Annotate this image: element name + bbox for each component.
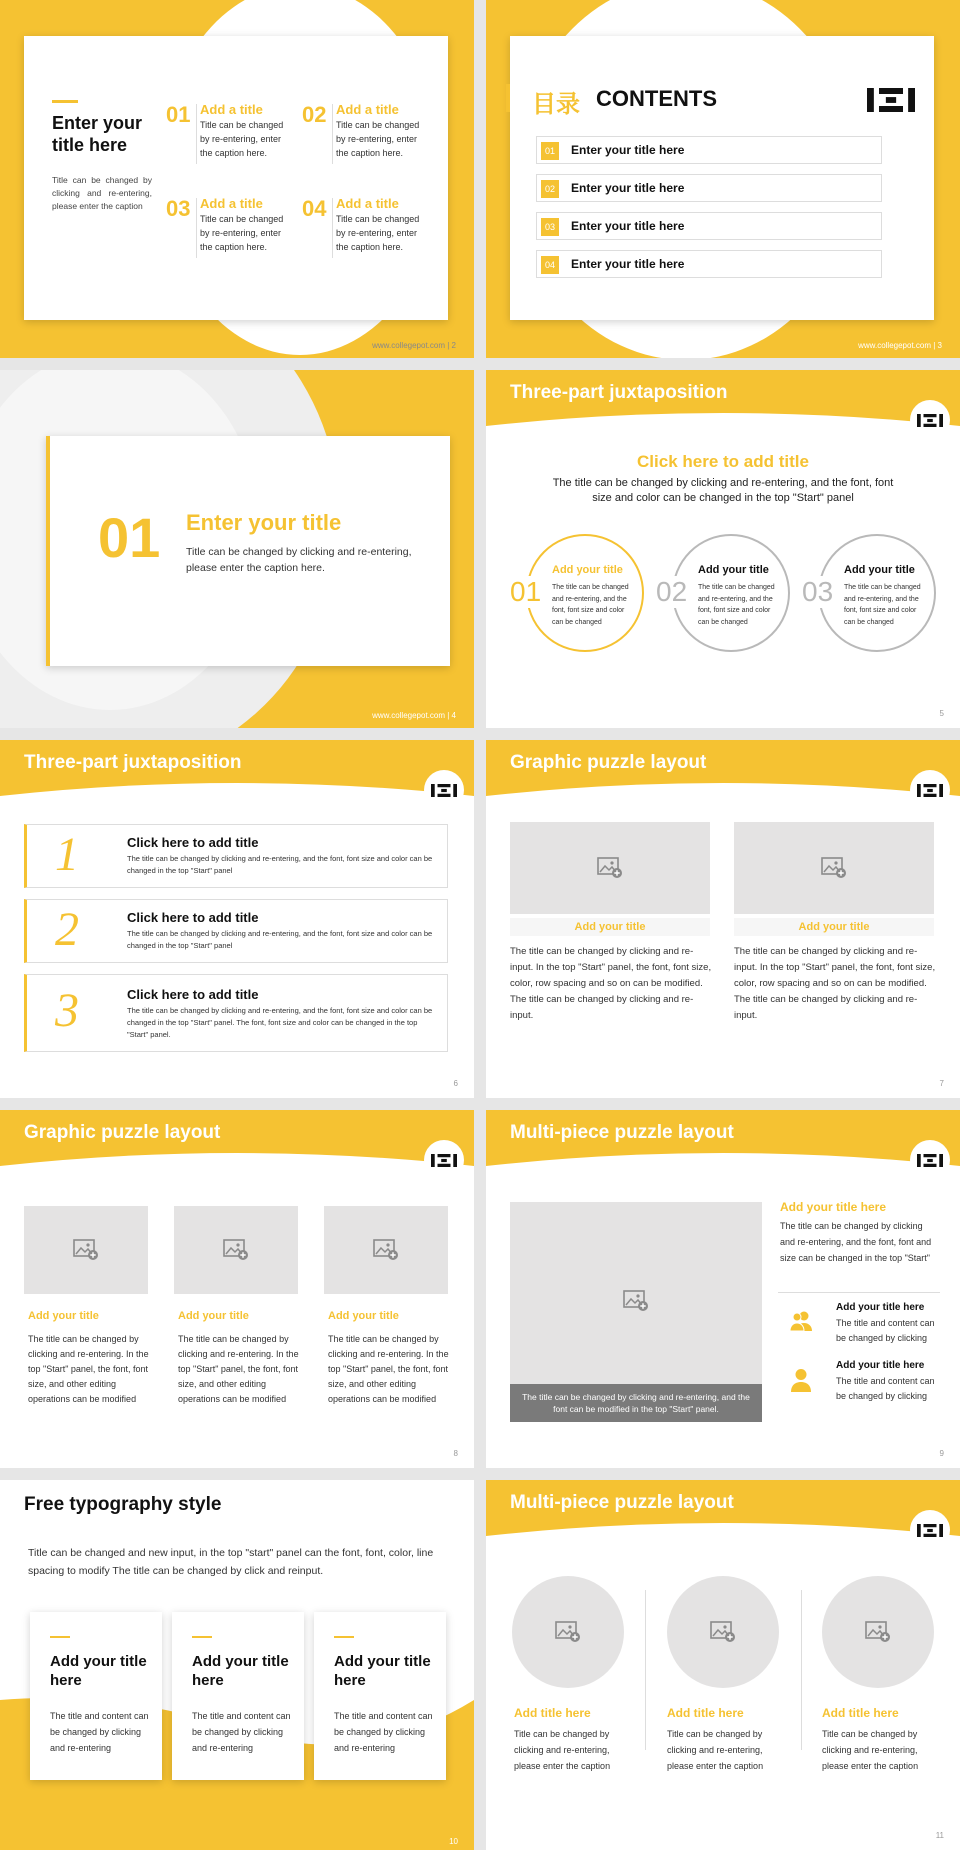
item-title: Click here to add title	[127, 987, 259, 1002]
slide-10[interactable]	[0, 1480, 474, 1850]
item-title: Add your title	[510, 918, 710, 936]
logo-icon	[431, 1154, 457, 1167]
logo-icon	[431, 784, 457, 797]
footer-url: www.collegepot.com | 3	[858, 341, 942, 350]
contents-item[interactable]	[536, 174, 882, 202]
section-title: Enter your title	[186, 510, 342, 535]
contents-item[interactable]	[536, 212, 882, 240]
page-number: 9	[939, 1449, 944, 1458]
image-placeholder[interactable]	[822, 1576, 934, 1688]
item-text: Title can be changed by re-entering, enter the caption here.	[200, 120, 284, 158]
item-title: Add your title here	[836, 1360, 925, 1371]
add-image-icon	[710, 1621, 736, 1643]
slide-subtitle: The title can be changed by clicking and re-entering, and the font, font size and color can be changed in the top "Start" panel	[552, 477, 894, 504]
item-label: Enter your title here	[571, 219, 685, 233]
item-number: 01	[541, 142, 559, 160]
item-label: Enter your title here	[571, 143, 685, 157]
image-placeholder[interactable]	[24, 1206, 148, 1294]
add-image-icon	[373, 1239, 399, 1261]
logo-badge	[910, 1140, 950, 1180]
circle-text: The title can be changed and re-entering, and the font, font size and color can be changed	[844, 584, 921, 626]
item-title: Add title here	[514, 1706, 591, 1720]
card-title: Add your title here	[192, 1653, 289, 1689]
logo-badge	[424, 770, 464, 810]
page-number: 11	[935, 1831, 944, 1840]
header-title: Three-part juxtaposition	[24, 752, 242, 773]
item-text: The title can be changed by clicking and re-entering. In the top "Start" panel, the font, font size, and other editing operations can be modified	[328, 1334, 449, 1404]
item-label: Enter your title here	[571, 257, 685, 271]
image-placeholder[interactable]	[667, 1576, 779, 1688]
image-placeholder[interactable]	[512, 1576, 624, 1688]
item-text: The title can be changed by clicking and re-entering, and the font, font size and color can be changed in the top "Start" panel	[127, 854, 433, 875]
header-title: Three-part juxtaposition	[510, 382, 728, 403]
page-number: 8	[453, 1449, 458, 1458]
card-title: Add your title here	[50, 1653, 147, 1689]
circle-item-03	[802, 534, 938, 654]
circle-title: Add your title	[844, 564, 915, 576]
item-number: 3	[55, 984, 79, 1037]
item-title: Add your title	[28, 1310, 99, 1322]
logo-badge	[910, 1510, 950, 1550]
list-item-3	[24, 974, 448, 1052]
item-text: The title and content can be changed by clicking	[836, 1318, 935, 1343]
add-image-icon	[597, 857, 623, 879]
item-title: Add title here	[667, 1706, 744, 1720]
text-card	[30, 1612, 162, 1780]
logo-icon	[866, 88, 916, 112]
slide-5[interactable]	[486, 370, 960, 728]
logo-badge	[910, 400, 950, 440]
footer-url: www.collegepot.com | 2	[372, 341, 456, 350]
header-title: Multi-piece puzzle layout	[510, 1492, 734, 1513]
circle-text: The title can be changed and re-entering, and the font, font size and color can be changed	[698, 584, 775, 626]
header-title: Graphic puzzle layout	[510, 752, 707, 773]
item-text: The title can be changed by clicking and re-entering, and the font, font size and color can be changed in the top "Start" panel	[127, 929, 433, 950]
card-text: The title and content can be changed by clicking and re-entering	[334, 1711, 433, 1753]
contents-title-cn: 目录	[532, 90, 580, 118]
slide-9[interactable]	[486, 1110, 960, 1468]
slide-caption: Title can be changed by clicking and re-entering, please enter the caption	[52, 175, 152, 211]
page-number: 5	[939, 709, 944, 718]
circle-number: 01	[510, 576, 542, 607]
image-caption: The title can be changed by clicking and re-entering, and the font can be modified in the top "Start" panel.	[510, 1384, 762, 1422]
add-image-icon	[865, 1621, 891, 1643]
circle-number: 03	[802, 576, 834, 607]
page-number: 7	[939, 1079, 944, 1088]
logo-icon	[917, 1524, 943, 1537]
main-title: Add your title here	[780, 1200, 887, 1214]
card-text: The title and content can be changed by clicking and re-entering	[50, 1711, 149, 1753]
users-icon	[788, 1310, 814, 1332]
header-title: Graphic puzzle layout	[24, 1122, 221, 1143]
section-caption: Title can be changed by clicking and re-entering, please enter the caption here.	[186, 546, 412, 574]
item-title: Add a title	[200, 102, 263, 117]
slide-3[interactable]	[486, 0, 960, 358]
slide-title: Click here to add title	[637, 452, 809, 471]
add-image-icon	[623, 1290, 649, 1312]
add-image-icon	[555, 1621, 581, 1643]
slide-intro: Title can be changed and new input, in the top "start" panel can the font, font, color, line spacing to modify The title can be changed by click and reinput.	[28, 1547, 434, 1577]
slide-4[interactable]	[0, 370, 474, 728]
item-text: The title can be changed by clicking and re-entering. In the top "Start" panel, the font, font size, and other editing operations can be modified	[28, 1334, 149, 1404]
user-icon	[790, 1368, 812, 1392]
item-text: The title can be changed by clicking and re-input. In the top "Start" panel, the font, font size, color, row spacing and so on can be modified. The title can be changed by clicking and re-input.	[510, 946, 712, 1021]
main-text: The title can be changed by clicking and re-entering, and the font, font and size can be changed in the top "Start"	[780, 1221, 932, 1263]
item-title: Click here to add title	[127, 910, 259, 925]
item-label: Enter your title here	[571, 181, 685, 195]
slide-7[interactable]	[486, 740, 960, 1098]
card-title: Add your title here	[334, 1653, 431, 1689]
contents-item[interactable]	[536, 136, 882, 164]
circle-number: 02	[656, 576, 688, 607]
slide-2[interactable]	[0, 0, 474, 358]
add-image-icon	[223, 1239, 249, 1261]
item-number: 1	[55, 828, 79, 881]
item-number: 02	[541, 180, 559, 198]
logo-badge	[910, 770, 950, 810]
page-number: 6	[453, 1079, 458, 1088]
logo-icon	[917, 414, 943, 427]
list-item-2	[24, 899, 448, 963]
slide-8[interactable]	[0, 1110, 474, 1468]
item-title: Click here to add title	[127, 835, 259, 850]
footer-url: www.collegepot.com | 4	[372, 711, 456, 720]
card-text: The title and content can be changed by clicking and re-entering	[192, 1711, 291, 1753]
text-card	[314, 1612, 446, 1780]
item-text: Title can be changed by re-entering, enter the caption here.	[200, 214, 284, 252]
item-number: 04	[541, 256, 559, 274]
section-number: 01	[98, 506, 161, 569]
item-number: 01	[166, 102, 191, 127]
item-text: The title and content can be changed by clicking	[836, 1376, 935, 1401]
item-title: Add your title here	[836, 1302, 925, 1313]
item-number: 04	[302, 196, 327, 221]
item-number: 2	[55, 903, 79, 956]
item-number: 02	[302, 102, 327, 127]
circle-title: Add your title	[698, 564, 769, 576]
item-text: Title can be changed by clicking and re-entering, please enter the caption	[667, 1729, 764, 1771]
header-title: Multi-piece puzzle layout	[510, 1122, 734, 1143]
item-title: Add your title	[328, 1310, 399, 1322]
logo-icon	[917, 1154, 943, 1167]
logo-icon	[917, 784, 943, 797]
slide-title: Enter your title here	[52, 113, 143, 155]
item-number: 03	[541, 218, 559, 236]
contents-item[interactable]	[536, 250, 882, 278]
item-text: Title can be changed by clicking and re-entering, please enter the caption	[514, 1729, 611, 1771]
content-card	[24, 36, 448, 320]
item-text: The title can be changed by clicking and re-entering. In the top "Start" panel, the font, font size, and other editing operations can be modified	[178, 1334, 299, 1404]
list-item-1	[24, 824, 448, 888]
logo-badge	[424, 1140, 464, 1180]
add-image-icon	[821, 857, 847, 879]
image-placeholder[interactable]	[174, 1206, 298, 1294]
circle-item-01	[510, 534, 646, 654]
item-title: Add a title	[336, 196, 399, 211]
text-card	[172, 1612, 304, 1780]
accent-bar	[52, 100, 78, 103]
item-text: Title can be changed by re-entering, enter the caption here.	[336, 214, 420, 252]
item-title: Add a title	[336, 102, 399, 117]
image-placeholder[interactable]	[324, 1206, 448, 1294]
item-title: Add your title	[734, 918, 934, 936]
item-title: Add title here	[822, 1706, 899, 1720]
image-placeholder[interactable]	[510, 1202, 762, 1422]
item-title: Add your title	[178, 1310, 249, 1322]
circle-title: Add your title	[552, 564, 623, 576]
item-text: Title can be changed by clicking and re-entering, please enter the caption	[822, 1729, 919, 1771]
image-placeholder[interactable]	[510, 822, 710, 914]
section-card	[46, 436, 450, 666]
item-text: Title can be changed by re-entering, enter the caption here.	[336, 120, 420, 158]
slide-6[interactable]	[0, 740, 474, 1098]
circle-text: The title can be changed and re-entering, and the font, font size and color can be changed	[552, 584, 629, 626]
item-title: Add a title	[200, 196, 263, 211]
item-text: The title can be changed by clicking and re-input. In the top "Start" panel, the font, font size, color, row spacing and so on can be modified. The title can be changed by clicking and re-input.	[734, 946, 936, 1021]
slide-11[interactable]	[486, 1480, 960, 1850]
slide-title: Free typography style	[24, 1494, 222, 1515]
contents-title-en: CONTENTS	[596, 86, 717, 111]
contents-card	[510, 36, 934, 320]
item-text: The title can be changed by clicking and re-entering, and the font, font size and color can be changed in the top "Start" panel. The font, font size and color can be changed in the top "Start" panel.	[127, 1006, 433, 1039]
circle-item-02	[656, 534, 792, 654]
item-number: 03	[166, 196, 191, 221]
page-number: 10	[449, 1837, 458, 1846]
image-placeholder[interactable]	[734, 822, 934, 914]
add-image-icon	[73, 1239, 99, 1261]
